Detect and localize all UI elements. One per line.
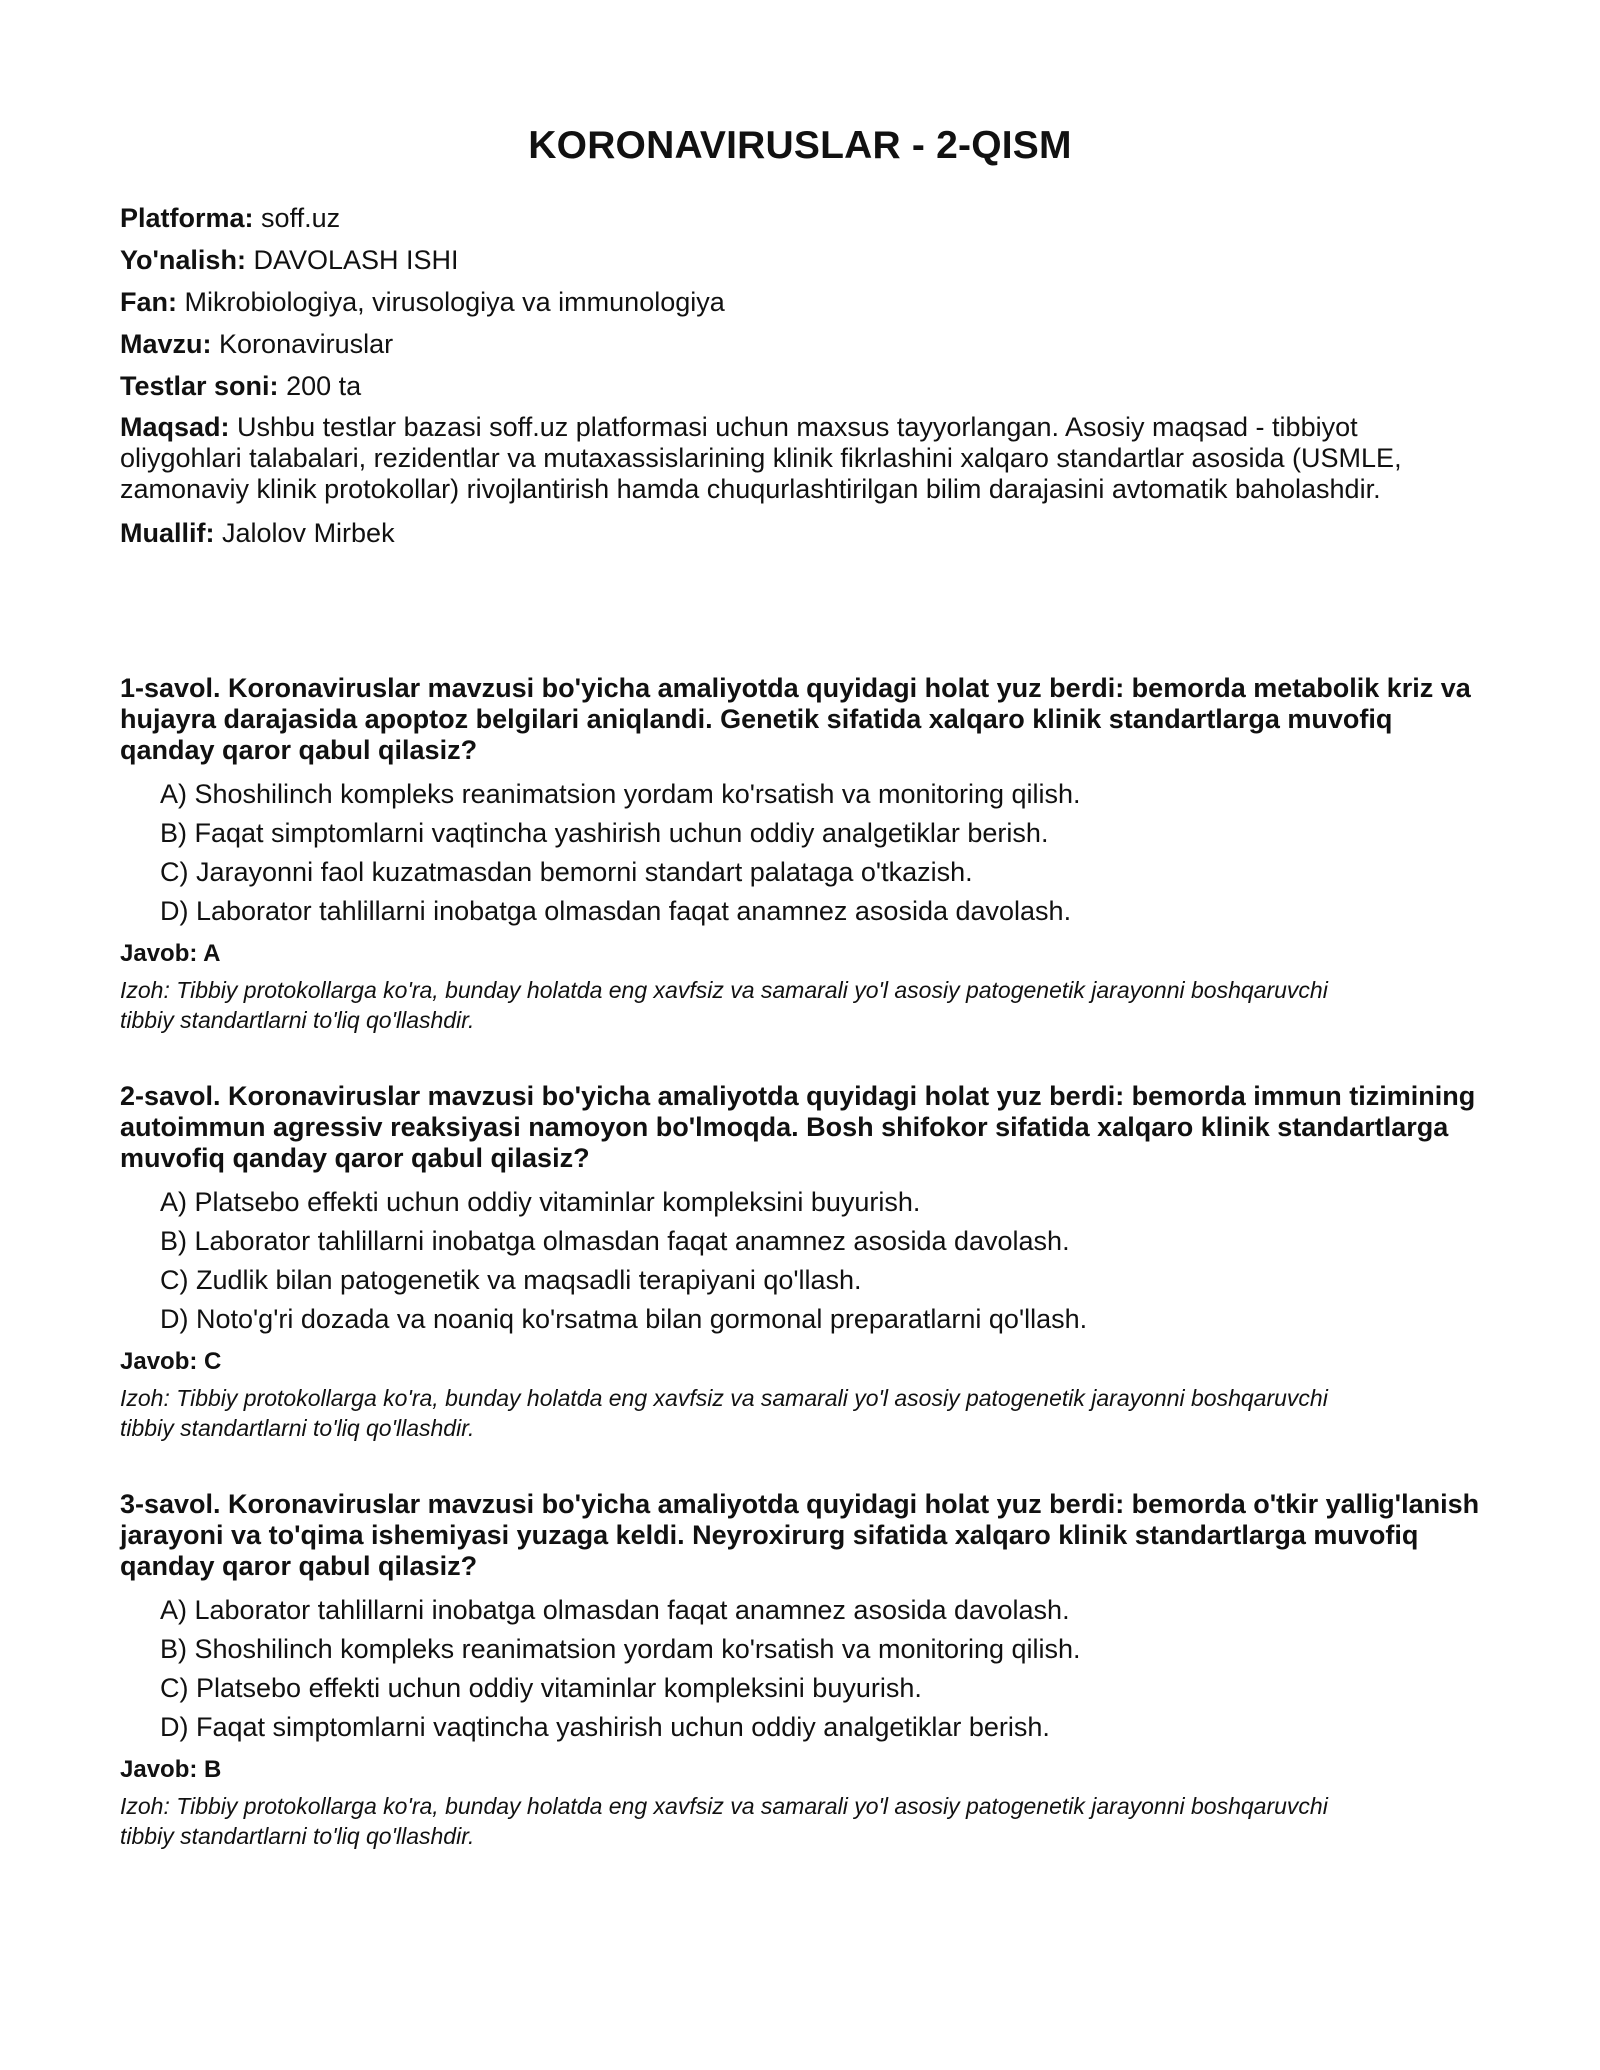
answer-options <box>120 1594 1480 1743</box>
correct-answer: Javob: A <box>120 940 221 967</box>
option-c: C) Jarayonni faol kuzatmasdan bemorni standart palataga o'tkazish. <box>160 857 973 887</box>
meta-subject-label: Fan: <box>120 287 177 317</box>
correct-answer: Javob: B <box>120 1756 222 1783</box>
option-b: B) Faqat simptomlarni vaqtincha yashirish uchun oddiy analgetiklar berish. <box>160 818 1049 848</box>
question-text: 3-savol. Koronaviruslar mavzusi bo'yicha amaliyotda quyidagi holat yuz berdi: bemorda o'tkir yallig'lanish jarayoni va to'qima ishemiyasi yuzaga keldi. Neyroxirurg sifatida xalqaro klinik standartlarga muvofiq qanday qaror qabul qilasiz? <box>120 1489 1480 1581</box>
meta-test-count-label: Testlar soni: <box>120 371 279 401</box>
meta-topic-label: Mavzu: <box>120 329 212 359</box>
meta-platform-value: soff.uz <box>261 203 341 233</box>
option-a: A) Shoshilinch kompleks reanimatsion yordam ko'rsatish va monitoring qilish. <box>160 779 1081 809</box>
meta-platform-label: Platforma: <box>120 203 254 233</box>
option-d: D) Laborator tahlillarni inobatga olmasdan faqat anamnez asosida davolash. <box>160 896 1072 926</box>
meta-topic-value: Koronaviruslar <box>219 329 394 359</box>
option-d: D) Noto'g'ri dozada va noaniq ko'rsatma bilan gormonal preparatlarni qo'llash. <box>160 1304 1088 1334</box>
meta-author-value: Jalolov Mirbek <box>222 518 395 548</box>
meta-goal-value: Ushbu testlar bazasi soff.uz platformasi uchun maxsus tayyorlangan. Asosiy maqsad - tibbiyot oliygohlari talabalari, rezidentlar va mutaxassislarining klinik fikrlashini xalqaro standartlar asosida (USMLE, zamonaviy klinik protokollar) rivojlantirish hamda chuqurlashtirilgan bilim darajasini avtomatik baholashdir. <box>120 412 1402 504</box>
explanation-note: Izoh: Tibbiy protokollarga ko'ra, bunday holatda eng xavfsiz va samarali yo'l asosiy patogenetik jarayonni boshqaruvchi tibbiy standartlarni to'liq qo'llashdir. <box>120 1793 1328 1849</box>
meta-direction-label: Yo'nalish: <box>120 245 246 275</box>
meta-author-label: Muallif: <box>120 518 215 548</box>
document-metadata <box>120 202 1460 559</box>
option-b: B) Laborator tahlillarni inobatga olmasdan faqat anamnez asosida davolash. <box>160 1226 1070 1256</box>
option-c: C) Platsebo effekti uchun oddiy vitaminlar kompleksini buyurish. <box>160 1673 922 1703</box>
meta-test-count-value: 200 ta <box>286 371 362 401</box>
question-text: 1-savol. Koronaviruslar mavzusi bo'yicha amaliyotda quyidagi holat yuz berdi: bemorda metabolik kriz va hujayra darajasida apoptoz belgilari aniqlandi. Genetik sifatida xalqaro klinik standartlarga muvofiq qanday qaror qabul qilasiz? <box>120 673 1471 765</box>
question-block <box>120 1489 1480 1851</box>
meta-direction <box>120 244 1460 276</box>
document-title: KORONAVIRUSLAR - 2-QISM <box>528 124 1072 167</box>
option-a: A) Laborator tahlillarni inobatga olmasdan faqat anamnez asosida davolash. <box>160 1595 1070 1625</box>
explanation-note: Izoh: Tibbiy protokollarga ko'ra, bunday holatda eng xavfsiz va samarali yo'l asosiy patogenetik jarayonni boshqaruvchi tibbiy standartlarni to'liq qo'llashdir. <box>120 1385 1328 1441</box>
meta-test-count <box>120 370 1460 402</box>
meta-topic <box>120 328 1460 360</box>
meta-platform <box>120 202 1460 234</box>
meta-direction-value: DAVOLASH ISHI <box>253 245 459 275</box>
meta-author <box>120 517 1460 549</box>
explanation-note: Izoh: Tibbiy protokollarga ko'ra, bunday holatda eng xavfsiz va samarali yo'l asosiy patogenetik jarayonni boshqaruvchi tibbiy standartlarni to'liq qo'llashdir. <box>120 977 1328 1033</box>
answer-options <box>120 1186 1480 1335</box>
answer-options <box>120 778 1480 927</box>
option-c: C) Zudlik bilan patogenetik va maqsadli terapiyani qo'llash. <box>160 1265 862 1295</box>
meta-subject <box>120 286 1460 318</box>
meta-subject-value: Mikrobiologiya, virusologiya va immunologiya <box>184 287 725 317</box>
question-block <box>120 1081 1480 1443</box>
meta-goal <box>120 412 1460 505</box>
question-text: 2-savol. Koronaviruslar mavzusi bo'yicha amaliyotda quyidagi holat yuz berdi: bemorda immun tizimining autoimmun agressiv reaksiyasi namoyon bo'lmoqda. Bosh shifokor sifatida xalqaro klinik standartlarga muvofiq qanday qaror qabul qilasiz? <box>120 1081 1476 1173</box>
option-a: A) Platsebo effekti uchun oddiy vitaminlar kompleksini buyurish. <box>160 1187 921 1217</box>
correct-answer: Javob: C <box>120 1348 222 1375</box>
question-block <box>120 673 1480 1035</box>
option-d: D) Faqat simptomlarni vaqtincha yashirish uchun oddiy analgetiklar berish. <box>160 1712 1050 1742</box>
option-b: B) Shoshilinch kompleks reanimatsion yordam ko'rsatish va monitoring qilish. <box>160 1634 1081 1664</box>
meta-goal-label: Maqsad: <box>120 412 230 442</box>
